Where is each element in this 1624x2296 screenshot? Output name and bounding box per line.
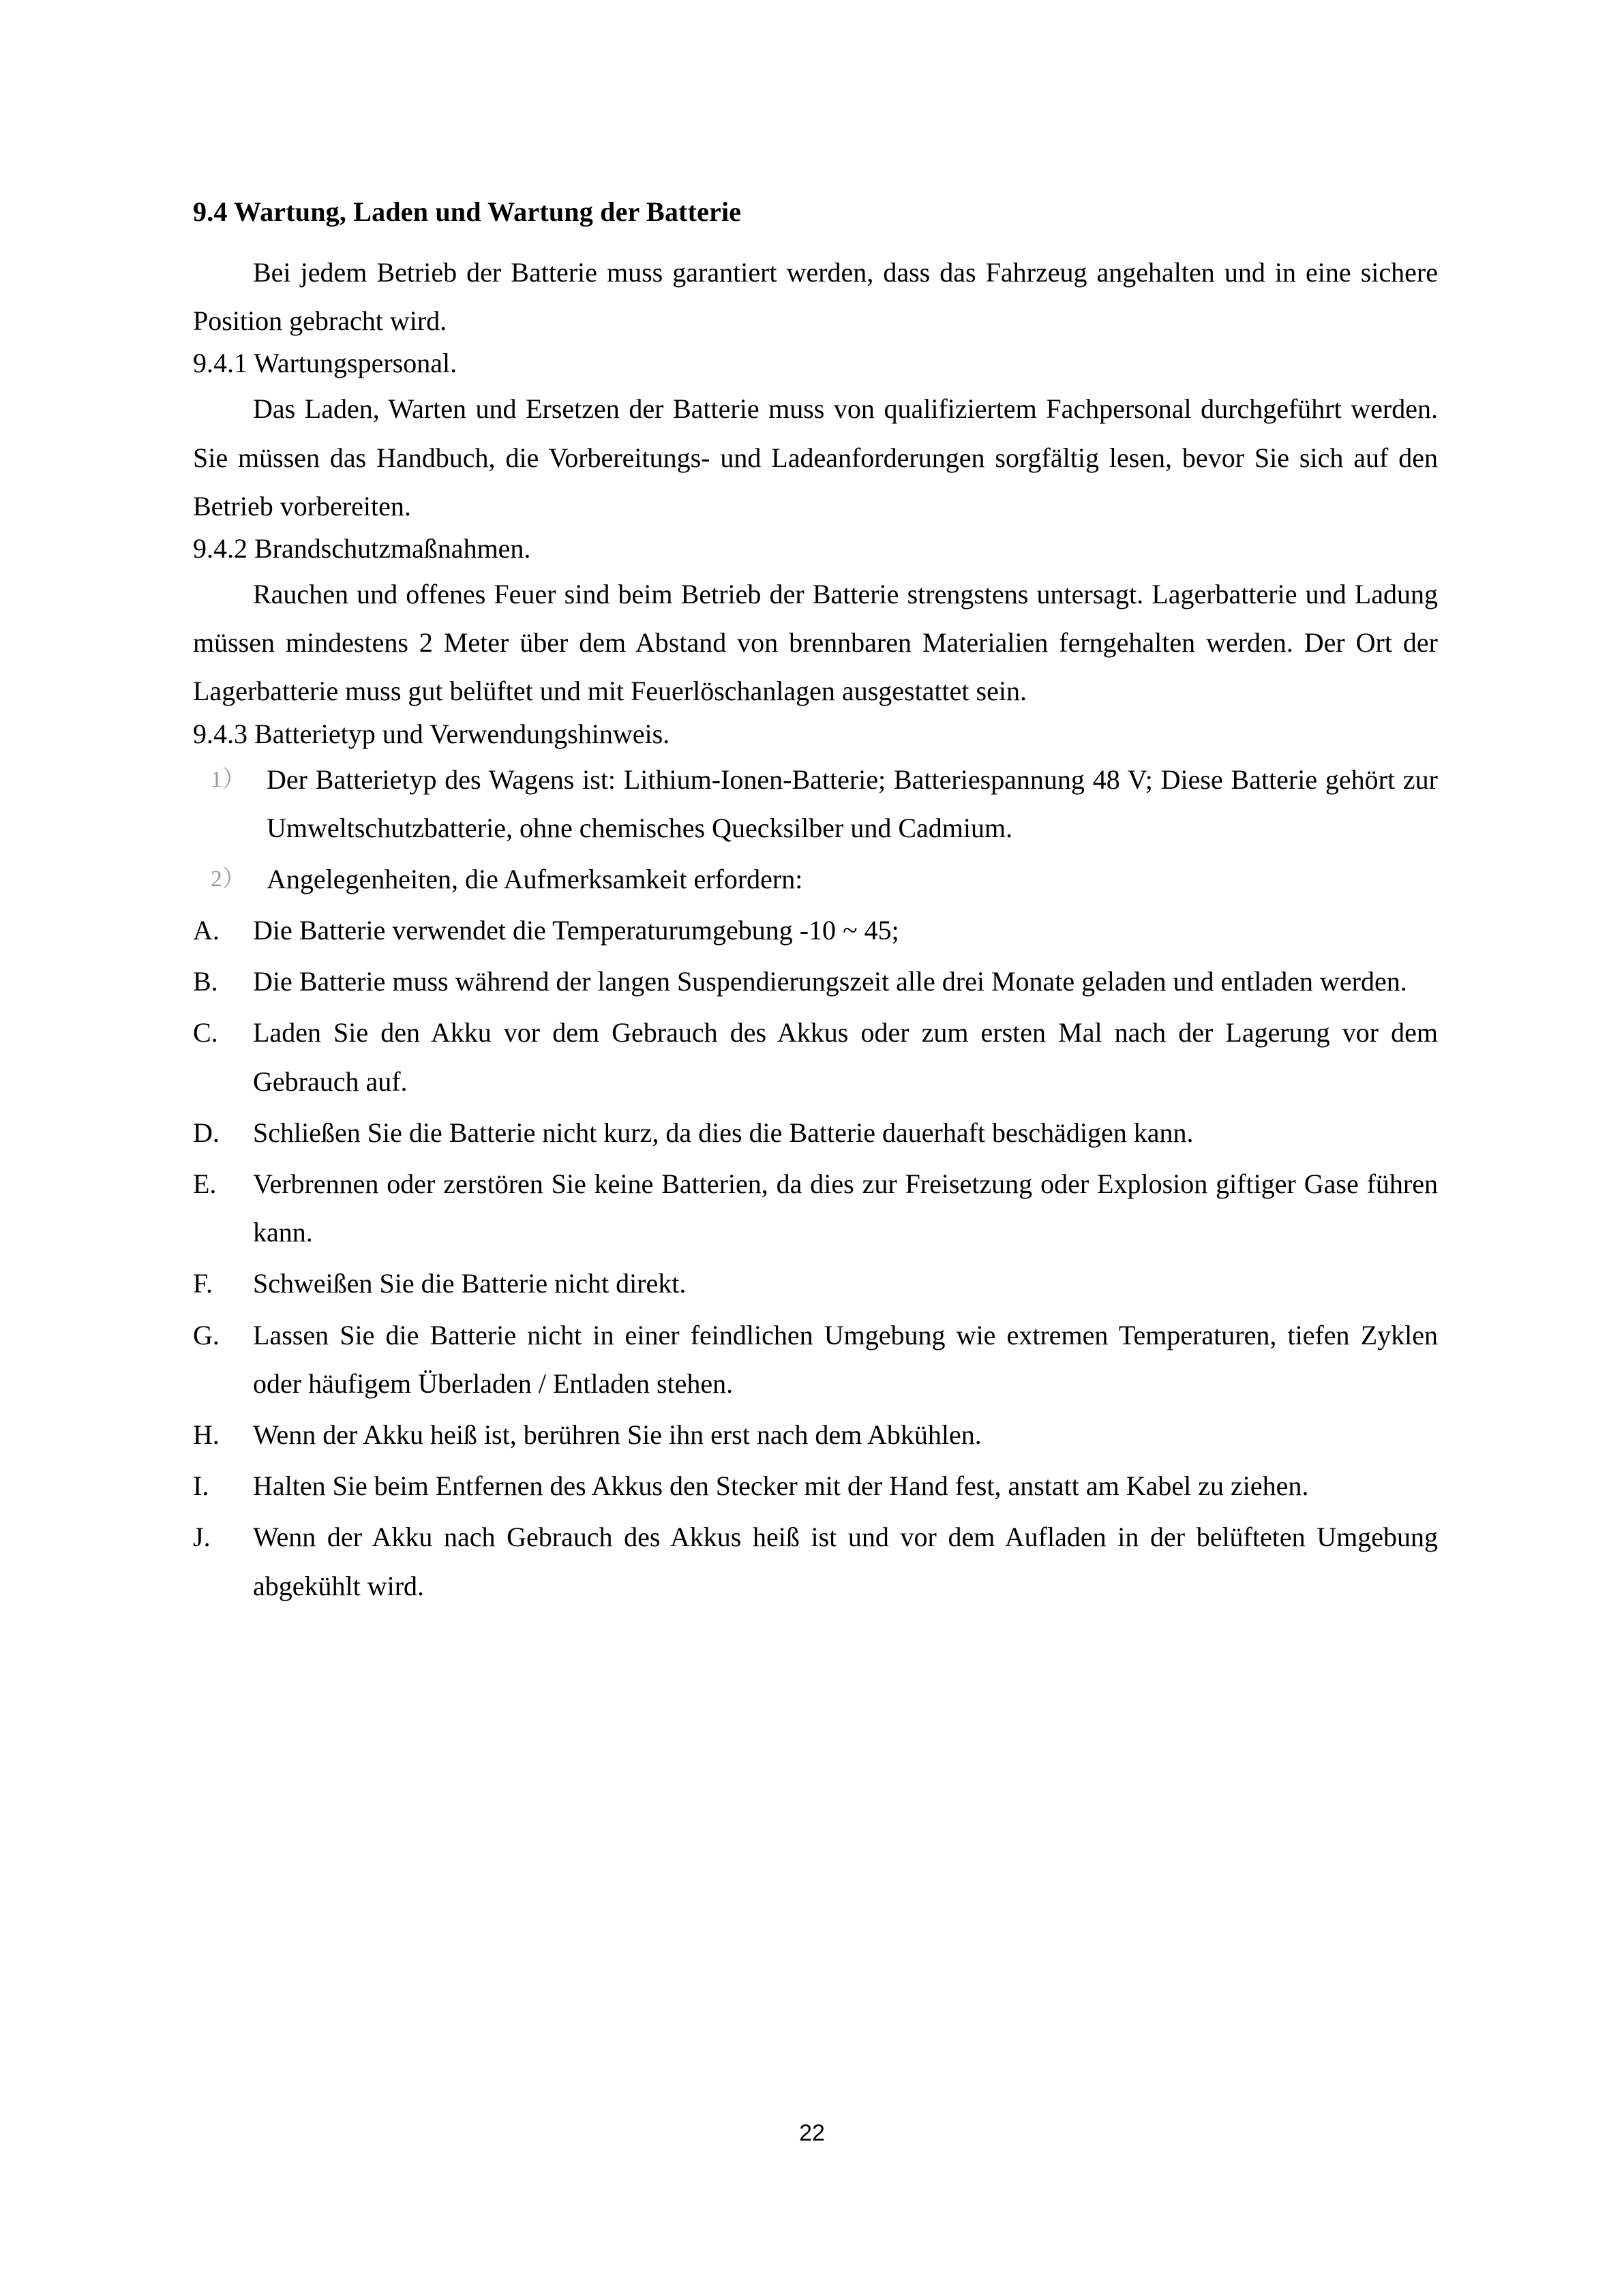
list-marker-a: A. <box>193 915 220 946</box>
list-item <box>193 1462 1438 1510</box>
list-item-text: Die Batterie verwendet die Temperaturumgebung -10 ~ 45; <box>253 915 899 946</box>
list-item <box>193 1311 1438 1408</box>
list-item-text: Halten Sie beim Entfernen des Akkus den Stecker mit der Hand fest, anstatt am Kabel zu ziehen. <box>253 1470 1309 1502</box>
list-item <box>193 1008 1438 1105</box>
list-marker-c: C. <box>193 1017 218 1048</box>
lettered-list <box>193 906 1438 1610</box>
list-marker-h: H. <box>193 1419 220 1450</box>
list-marker-f: F. <box>193 1268 213 1299</box>
list-item <box>193 755 1438 852</box>
list-marker-d: D. <box>193 1117 220 1148</box>
page-number: 22 <box>799 2120 825 2146</box>
list-marker-j: J. <box>193 1522 211 1553</box>
list-marker-2: 2） <box>211 866 245 892</box>
list-item <box>193 855 1438 903</box>
list-item-text: Die Batterie muss während der langen Suspendierungszeit alle drei Monate geladen und entladen werden. <box>253 966 1407 997</box>
list-item-text: Der Batterietyp des Wagens ist: Lithium-Ionen-Batterie; Batteriespannung 48 V; Diese Batterie gehört zur Umweltschutzbatterie, ohne chemisches Quecksilber und Cadmium. <box>267 764 1438 843</box>
list-marker-i: I. <box>193 1470 209 1502</box>
subsection-paragraph-9-4-2: Rauchen und offenes Feuer sind beim Betrieb der Batterie strengstens untersagt. Lagerbatterie und Ladung müssen mindestens 2 Meter über dem Abstand von brennbaren Materialien ferngehalten werden. Der Ort der Lagerbatterie muss gut belüftet und mit Feuerlöschanlagen ausgestattet sein. <box>193 578 1438 707</box>
list-item-text: Wenn der Akku nach Gebrauch des Akkus heiß ist und vor dem Aufladen in der belüfteten Umgebung abgekühlt wird. <box>253 1522 1438 1601</box>
subsection-paragraph-9-4-1: Das Laden, Warten und Ersetzen der Batterie muss von qualifiziertem Fachpersonal durchgeführt werden. Sie müssen das Handbuch, die Vorbereitungs- und Ladeanforderungen sorgfältig lesen, bevor Sie sich auf den Betrieb vorbereiten. <box>193 393 1438 522</box>
section-intro-paragraph: Bei jedem Betrieb der Batterie muss garantiert werden, dass das Fahrzeug angehalten und in eine sichere Position gebracht wird. <box>193 257 1438 337</box>
list-item <box>193 1108 1438 1157</box>
list-marker-b: B. <box>193 966 218 997</box>
list-marker-e: E. <box>193 1168 217 1199</box>
section-heading-9-4: 9.4 Wartung, Laden und Wartung der Batterie <box>193 196 742 227</box>
list-item <box>193 1160 1438 1256</box>
list-item <box>193 1513 1438 1610</box>
list-item <box>193 957 1438 1006</box>
page-content <box>193 196 1438 1613</box>
subsection-heading-9-4-3: 9.4.3 Batterietyp und Verwendungshinweis. <box>193 718 670 749</box>
list-item-text: Verbrennen oder zerstören Sie keine Batterien, da dies zur Freisetzung oder Explosion giftiger Gase führen kann. <box>253 1168 1438 1248</box>
numbered-list <box>193 755 1438 904</box>
list-item-text: Wenn der Akku heiß ist, berühren Sie ihn erst nach dem Abkühlen. <box>253 1419 982 1450</box>
list-marker-g: G. <box>193 1319 220 1350</box>
list-item-text: Lassen Sie die Batterie nicht in einer feindlichen Umgebung wie extremen Temperaturen, tiefen Zyklen oder häufigem Überladen / Entladen stehen. <box>253 1319 1438 1399</box>
list-item <box>193 1410 1438 1459</box>
subsection-heading-9-4-1: 9.4.1 Wartungspersonal. <box>193 348 457 379</box>
list-item <box>193 906 1438 954</box>
list-item-text: Angelegenheiten, die Aufmerksamkeit erfordern: <box>267 863 803 894</box>
subsection-heading-9-4-2: 9.4.2 Brandschutzmaßnahmen. <box>193 532 531 564</box>
list-item-text: Laden Sie den Akku vor dem Gebrauch des Akkus oder zum ersten Mal nach der Lagerung vor dem Gebrauch auf. <box>253 1017 1438 1097</box>
list-item-text: Schweißen Sie die Batterie nicht direkt. <box>253 1268 687 1299</box>
list-item <box>193 1259 1438 1308</box>
list-item-text: Schließen Sie die Batterie nicht kurz, da dies die Batterie dauerhaft beschädigen kann. <box>253 1117 1194 1148</box>
list-marker-1: 1） <box>211 766 245 792</box>
